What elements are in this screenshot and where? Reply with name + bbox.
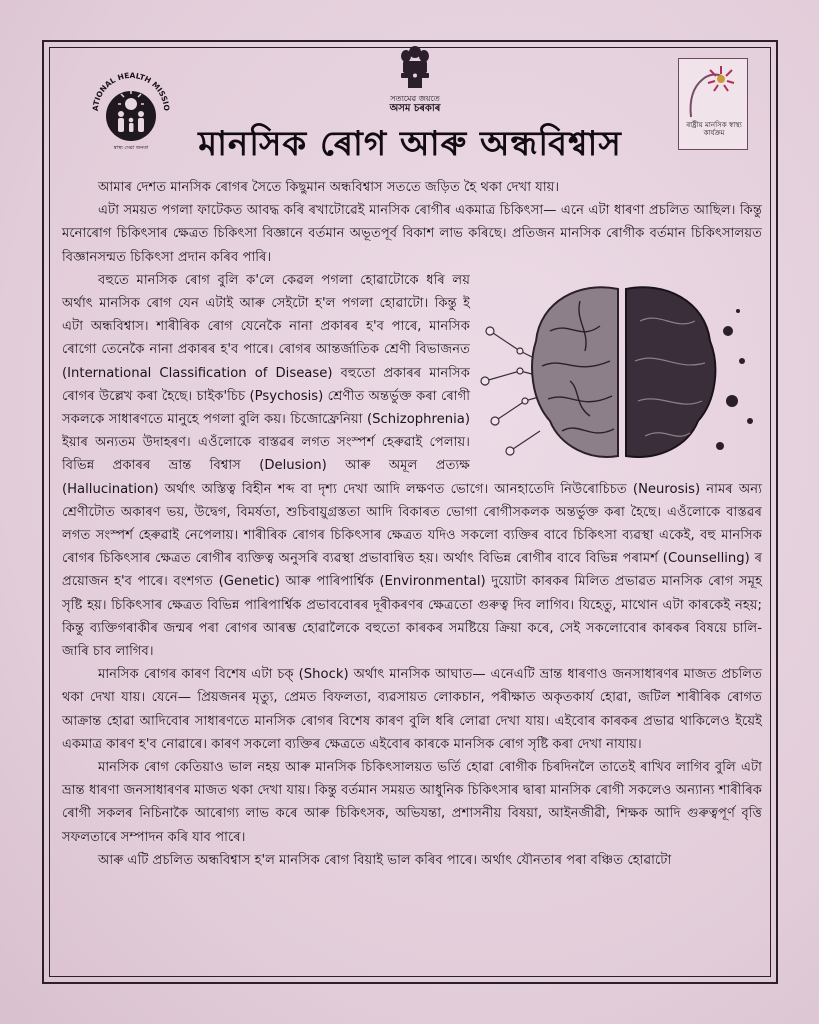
paragraph-intro: আমাৰ দেশত মানসিক ৰোগৰ সৈতে কিছুমান অন্ধবিশ্বাস সততে জড়িত হৈ থকা দেখা যায়। <box>98 180 560 195</box>
paragraph-shock: মানসিক ৰোগৰ কাৰণ বিশেষ এটা চক্ (Shock) অৰ্থাৎ মানসিক আঘাত— এনেএটি ভ্ৰান্ত ধাৰণাও জনসাধাৰণৰ মাজত প্ৰচলিত থকা দেখা যায়। যেনে— প্ৰিয়জনৰ মৃত্যু, প্ৰেমত বিফলতা, ব্যৱসায়ত লোকচান, পৰীক্ষাত অকৃতকাৰ্য হোৱা, জটিল শাৰীৰিক ৰোগত আক্ৰান্ত হোৱা আদিবোৰ সাধাৰণতে মানসিক ৰোগৰ বিশেষ কাৰণ বুলি ধৰি লোৱা দেখা যায়। এইবোৰ কাৰকৰ প্ৰভাৱ থাকিলেও ইয়েই একমাত্ৰ কাৰণ হ'ব নোৱাৰে। কাৰণ সকলো ব্যক্তিৰ ক্ষেত্ৰতে এইবোৰ কাৰকে মানসিক ৰোগ সৃষ্টি কৰা দেখা নাযায়। <box>62 667 762 752</box>
paragraph-classification: বহুতে মানসিক ৰোগ বুলি ক'লে কেৱল পগলা হোৱাটোকে ধৰি লয় অৰ্থাৎ মানসিক ৰোগ যেন এটাই আৰু সেইটো হ'ল পগলা হোৱাটো। কিন্তু ই এটা অন্ধবিশ্বাস। শাৰীৰিক ৰোগ যেনেকৈ নানা প্ৰকাৰৰ হ'ব পাৰে, মানসিক ৰোগো তেনেকৈ নানা প্ৰকাৰৰ হ'ব পাৰে। ৰোগৰ আন্তৰ্জাতিক শ্ৰেণী বিভাজনত (International Classification of Disease) বহুতো প্ৰকাৰৰ মানসিক ৰোগৰ উল্লেখ কৰা হৈছে। চাইক'চিচ (Psychosis) শ্ৰেণীত অন্তৰ্ভুক্ত কৰা ৰোগী সকলকে সাধাৰণতে মানুহে পগলা বুলি কয়। চিজোফ্ৰেনিয়া (Schizophrenia) ইয়াৰ অন্যতম উদাহৰণ। এওঁলোকে বাস্তৱৰ লগত সংস্পৰ্শ হেৰুৱাই পেলায়। বিভিন্ন প্ৰকাৰৰ ভ্ৰান্ত বিশ্বাস (Delusion) আৰু অমূল প্ৰত্যক্ষ (Hallucination) অৰ্থাৎ অস্তিত্ব বিহীন শব্দ বা দৃশ্য দেখা আদি লক্ষণত ভোগে। আনহাতেদি নিউৰোচিচত (Neurosis) নামৰ অন্য শ্ৰেণীটোত অকাৰণ ভয়, উদ্বেগ, বিমৰ্ষতা, শুচিবায়ুগ্ৰস্ততা আদি বিকাৰত ভোগা ৰোগীসকলক অন্তৰ্ভুক্ত কৰা হৈছে। এওঁলোকে বাস্তৱৰ লগত সংস্পৰ্শ হেৰুৱাই নেপেলায়। শাৰীৰিক ৰোগৰ চিকিৎসাৰ ক্ষেত্ৰত যদিও সকলো ব্যক্তিৰ বাবে চিকিৎসা ব্যৱস্থা একেই, বহু মানসিক ৰোগৰ চিকিৎসাৰ ক্ষেত্ৰত ৰোগীৰ ব্যক্তিত্ব অনুসৰি ব্যৱস্থা প্ৰভাবান্বিত হয়। অৰ্থাৎ বিভিন্ন ৰোগীৰ বাবে বিভিন্ন পৰামৰ্শ (Counselling) ৰ প্ৰয়োজন হ'ব পাৰে। বংশগত (Genetic) আৰু পাৰিপাৰ্শ্বিক (Environmental) দুয়োটা কাৰকৰ মিলিত প্ৰভাৱত মানসিক ৰোগ সমূহ সৃষ্টি হয়। চিকিৎসাৰ ক্ষেত্ৰত বিভিন্ন পাৰিপাৰ্শ্বিক প্ৰভাববোৰৰ দূৰীকৰণৰ ক্ষেত্ৰতো গুৰুত্ব দিব লাগিব। যিহেতু, মাথোন এটা কাৰকেই নহয়; কিন্তু ব্যক্তিগৰাকীৰ জন্মৰ পৰা ৰোগৰ আৰম্ভ হোৱালৈকে বহুতো কাৰকৰ সমষ্টিয়ে ক্ৰিয়া কৰে, সেই সকলোবোৰ কাৰকৰ বিষয়ে চালি-জাৰি চাব লাগিব। <box>62 272 762 660</box>
brain-illustration <box>480 271 762 471</box>
nmhp-logo-text: ৰাষ্ট্ৰীয় মানসিক স্বাস্থ্য কাৰ্যক্ৰম <box>686 121 742 137</box>
page-title: মানসিক ৰোগ আৰু অন্ধবিশ্বাস <box>198 124 622 164</box>
emblem-label: অসম চৰকাৰ <box>389 103 441 114</box>
svg-text:NATIONAL HEALTH MISSION: ATIONAL HEALTH MISSIO <box>90 70 172 112</box>
paragraph-history: এটা সময়ত পগলা ফাটেকত আবদ্ধ কৰি ৰখাটোৱেই মানসিক ৰোগীৰ একমাত্ৰ চিকিৎসা— এনে এটা ধাৰণা প্ৰচলিত আছিল। কিন্তু মনোৰোগ চিকিৎসাৰ ক্ষেত্ৰত চিকিৎসা বিজ্ঞানে বৰ্তমান অভূতপূৰ্ব বিকাশ লাভ কৰিছে। প্ৰতিজন মানসিক ৰোগীক বৰ্তমান চিকিৎসালয়ত বিজ্ঞানসন্মত চিকিৎসা প্ৰদান কৰিব পাৰি। <box>62 203 762 265</box>
ashoka-emblem-icon <box>398 44 432 90</box>
flower-head-icon <box>679 59 747 119</box>
article-body <box>62 176 762 872</box>
svg-text:স্বাস্থ্য সেৱা জনতা: স্বাস্থ্য সেৱা জনতা <box>113 145 149 151</box>
state-emblem <box>380 44 450 124</box>
brain-icon <box>480 271 762 471</box>
paragraph-recovery: মানসিক ৰোগ কেতিয়াও ভাল নহয় আৰু মানসিক চিকিৎসালয়ত ভৰ্তি হোৱা ৰোগীক চিৰদিনলৈ তাতেই ৰাখিব লাগিব বুলি এটা ভ্ৰান্ত ধাৰণা জনসাধাৰণৰ মাজত থকা দেখা যায়। কিন্তু বৰ্তমান সময়ত আধুনিক চিকিৎসাৰ দ্বাৰা মানসিক ৰোগী সকলেও অন্যান্য শাৰীৰিক ৰোগী সকলৰ নিচিনাকৈ আৰোগ্য লাভ কৰে আৰু চিকিৎসক, অভিযন্তা, প্ৰশাসনীয় বিষয়া, আইনজীৱী, শিক্ষক আদি গুৰুত্বপূৰ্ণ বৃত্তি সফলতাৰে সম্পাদন কৰি যাব পাৰে। <box>62 760 762 845</box>
nmhp-logo <box>678 58 748 150</box>
emblem-caption: সত্যমেৱ জয়তে <box>390 94 440 103</box>
paragraph-marriage: আৰু এটি প্ৰচলিত অন্ধবিশ্বাস হ'ল মানসিক ৰোগ বিয়াই ভাল কৰিব পাৰে। অৰ্থাৎ যৌনতাৰ পৰা বঞ্চিত হোৱাটো <box>98 852 672 868</box>
paragraph-wrap-block <box>62 269 762 663</box>
